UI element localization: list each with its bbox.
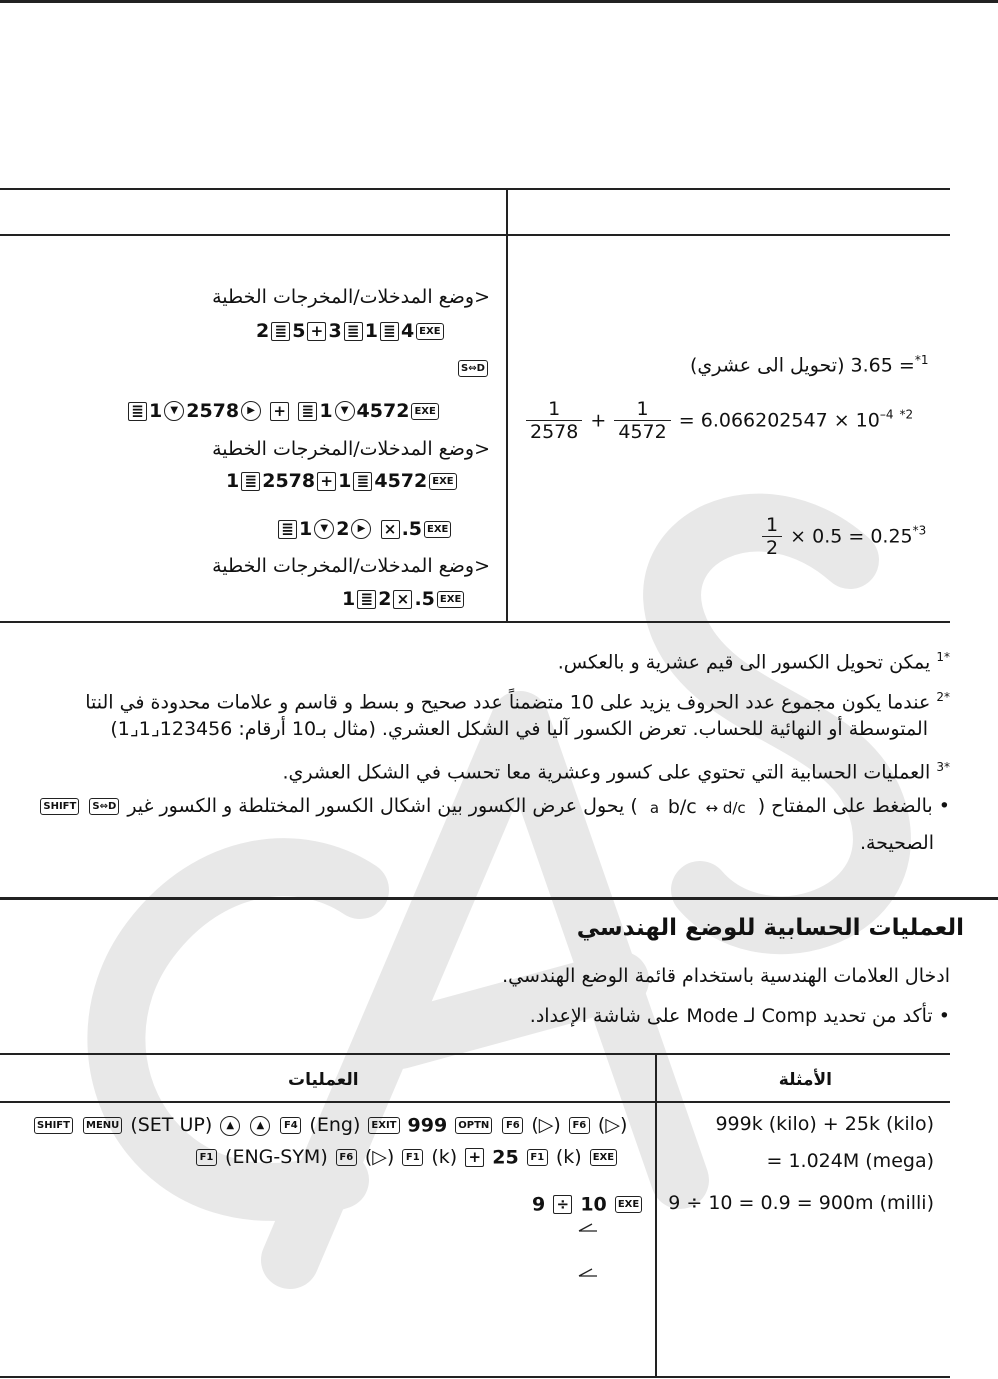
example3-result: × 0.5 = 0.25 <box>790 525 913 548</box>
example1-text: = 3.65 (تحويل الى عشري) <box>690 354 915 377</box>
up-arrow-key-icon: ▲ <box>220 1116 240 1136</box>
section2-bullet: • تأكد من تحديد Comp لـ Mode على شاشة الإعداد. <box>529 1005 950 1027</box>
table1-header-rule <box>0 234 950 236</box>
sd-key-icon: S⇔D <box>89 798 119 815</box>
op3-mode-label: <وضع المدخلات/المخرجات الخطية <box>212 555 490 577</box>
op1-key-sequence: 2 ≣ 5 + 3 ≣ 1 ≣ 4 EXE <box>256 320 446 342</box>
op1-mode-label: <وضع المدخلات/المخرجات الخطية <box>212 286 490 308</box>
op-digit: 2 <box>256 320 270 342</box>
fraction: $\frac{1}{4572}$ <box>614 398 670 443</box>
footnote-mark: *1 <box>914 353 929 367</box>
note-bullet-line2: الصحيحة. <box>859 832 934 854</box>
footnote-mark: *3 <box>912 523 927 538</box>
table1-column-divider <box>506 188 508 622</box>
table2-op1-line2: F1 (ENG-SYM) F6 (▷) F1 (k) + 25 F1 (k) EXE <box>194 1146 619 1169</box>
f4-key-icon: F4 <box>280 1117 301 1134</box>
table2-header-operations: العمليات <box>288 1070 359 1090</box>
exe-key-icon: EXE <box>411 403 438 420</box>
frac-key-icon: ≣ <box>298 402 317 421</box>
sd-key-row <box>456 358 490 377</box>
sd-key-icon: S⇔D <box>458 360 488 377</box>
footnote-mark: *3 <box>936 760 950 774</box>
fraction: $\frac{1}{2578}$ <box>526 398 582 443</box>
table2-top-rule <box>0 1053 950 1055</box>
fraction: $\frac{1}{2}$ <box>762 514 782 559</box>
f6-key-icon: F6 <box>502 1117 523 1134</box>
footnote-mark: *1 <box>936 650 950 664</box>
exe-key-icon: EXE <box>416 323 443 340</box>
down-arrow-key-icon: ▼ <box>164 401 184 421</box>
table2-example1-line1: 999k (kilo) + 25k (kilo) <box>715 1113 934 1135</box>
frac-key-icon: ≣ <box>353 472 372 491</box>
top-rule <box>0 0 998 3</box>
f1-key-icon: F1 <box>402 1149 423 1166</box>
stroke-mark <box>578 1267 598 1277</box>
divide-key-icon: ÷ <box>553 1195 572 1214</box>
frac-key-icon: ≣ <box>271 322 290 341</box>
table2-op2: 9 ÷ 10 EXE <box>532 1193 644 1216</box>
exe-key-icon: EXE <box>590 1149 617 1166</box>
op2-mode-label: <وضع المدخلات/المخرجات الخطية <box>212 438 490 460</box>
op2-key-sequence-bottom: 1 ≣ 2578 + 1 ≣ 4572 EXE <box>226 470 459 492</box>
right-arrow-key-icon: ▶ <box>241 401 261 421</box>
table2-column-divider <box>655 1053 657 1377</box>
note-bullet-line1: • بالضغط على المفتاح ( a b/c ↔ d/c ) يحول عرض الكسور بين اشكال الكسور المختلطة و الكسور غير S⇔D SHIFT <box>38 795 950 818</box>
exe-key-icon: EXE <box>424 521 451 538</box>
optn-key-icon: OPTN <box>455 1117 492 1134</box>
frac-key-icon: ≣ <box>241 472 260 491</box>
example1 <box>690 353 928 376</box>
exe-key-icon: EXE <box>437 591 464 608</box>
table2-header-examples: الأمثلة <box>778 1070 832 1090</box>
example2-result: = 6.066202547 × 10 <box>678 409 880 432</box>
op3-key-sequence-top: ≣ 1 ▼ 2 ▶ × .5 EXE <box>276 518 453 540</box>
multiply-key-icon: × <box>381 520 400 539</box>
frac-key-icon: ≣ <box>357 590 376 609</box>
section2-intro: ادخال العلامات الهندسية باستخدام قائمة الوضع الهندسي. <box>502 965 950 987</box>
frac-key-icon: ≣ <box>278 520 297 539</box>
down-arrow-key-icon: ▼ <box>335 401 355 421</box>
shift-key-icon: SHIFT <box>40 798 79 815</box>
exit-key-icon: EXIT <box>368 1117 399 1134</box>
table2-example1-line2: = 1.024M (mega) <box>766 1150 934 1172</box>
table1-bottom-rule <box>0 621 950 623</box>
table2-bottom-rule <box>0 1376 950 1378</box>
note1: $^{*1}$ يمكن تحويل الكسور الى قيم عشرية و بالعكس. <box>557 650 950 674</box>
note3: $^{*3}$ العمليات الحسابية التي تحتوي على كسور وعشرية معا تحسب في الشكل العشري. <box>282 760 950 784</box>
table2-op1-line1: SHIFT MENU (SET UP) ▲ ▲ F4 (Eng) EXIT 999 OPTN F6 (▷) F6 (▷) <box>32 1114 627 1137</box>
plus-key-icon: + <box>317 472 336 491</box>
stroke-mark <box>578 1222 598 1232</box>
fraction-toggle-icon: a b/c ↔ d/c <box>649 795 746 818</box>
f1-key-icon: F1 <box>196 1149 217 1166</box>
plus-key-icon: + <box>270 402 289 421</box>
section2-title: العمليات الحسابية للوضع الهندسي <box>576 915 964 941</box>
frac-key-icon: ≣ <box>128 402 147 421</box>
section-divider <box>0 897 998 900</box>
f1-key-icon: F1 <box>527 1149 548 1166</box>
op2-key-sequence-top: ≣ 1 ▼ 2578 ▶ + ≣ 1 ▼ 4572 EXE <box>126 400 441 422</box>
example3 <box>760 514 926 559</box>
bullet-icon: • <box>938 1005 950 1027</box>
frac-key-icon: ≣ <box>380 322 399 341</box>
menu-key-icon: MENU <box>83 1117 122 1134</box>
shift-key-icon: SHIFT <box>34 1117 73 1134</box>
note2-line2: المتوسطة أو النهائية للحساب. تعرض الكسور آليا في الشكل العشري. (مثال بـ10 أرقام: 123456⌟1⌟1) <box>110 718 928 740</box>
note2-line1: $^{*2}$ عندما يكون مجموع عدد الحروف يزيد على 10 متضمناً عدد صحيح و بسط و قاسم و علامات محدودة في النتا <box>85 690 950 714</box>
example2: $\frac{1}{2578}$ + $\frac{1}{4572}$ = $6.066202547 \times 10^{-4}$ $^{*2}$ <box>524 398 913 443</box>
footnote-mark: *2 <box>936 690 950 704</box>
f6-key-icon: F6 <box>336 1149 357 1166</box>
table2-header-rule <box>0 1101 950 1103</box>
table2-example2: 9 ÷ 10 = 0.9 = 900m (milli) <box>668 1192 934 1214</box>
up-arrow-key-icon: ▲ <box>250 1116 270 1136</box>
multiply-key-icon: × <box>393 590 412 609</box>
f6-key-icon: F6 <box>569 1117 590 1134</box>
table1-top-rule <box>0 188 950 190</box>
exe-key-icon: EXE <box>615 1196 642 1213</box>
exe-key-icon: EXE <box>429 473 456 490</box>
right-arrow-key-icon: ▶ <box>351 519 371 539</box>
op3-key-sequence-bottom: 1 ≣ 2 × .5 EXE <box>342 588 466 610</box>
plus-key-icon: + <box>465 1148 484 1167</box>
footnote-mark: *2 <box>899 407 914 422</box>
bullet-icon: • <box>938 795 950 817</box>
plus-key-icon: + <box>307 322 326 341</box>
frac-key-icon: ≣ <box>344 322 363 341</box>
down-arrow-key-icon: ▼ <box>314 519 334 539</box>
